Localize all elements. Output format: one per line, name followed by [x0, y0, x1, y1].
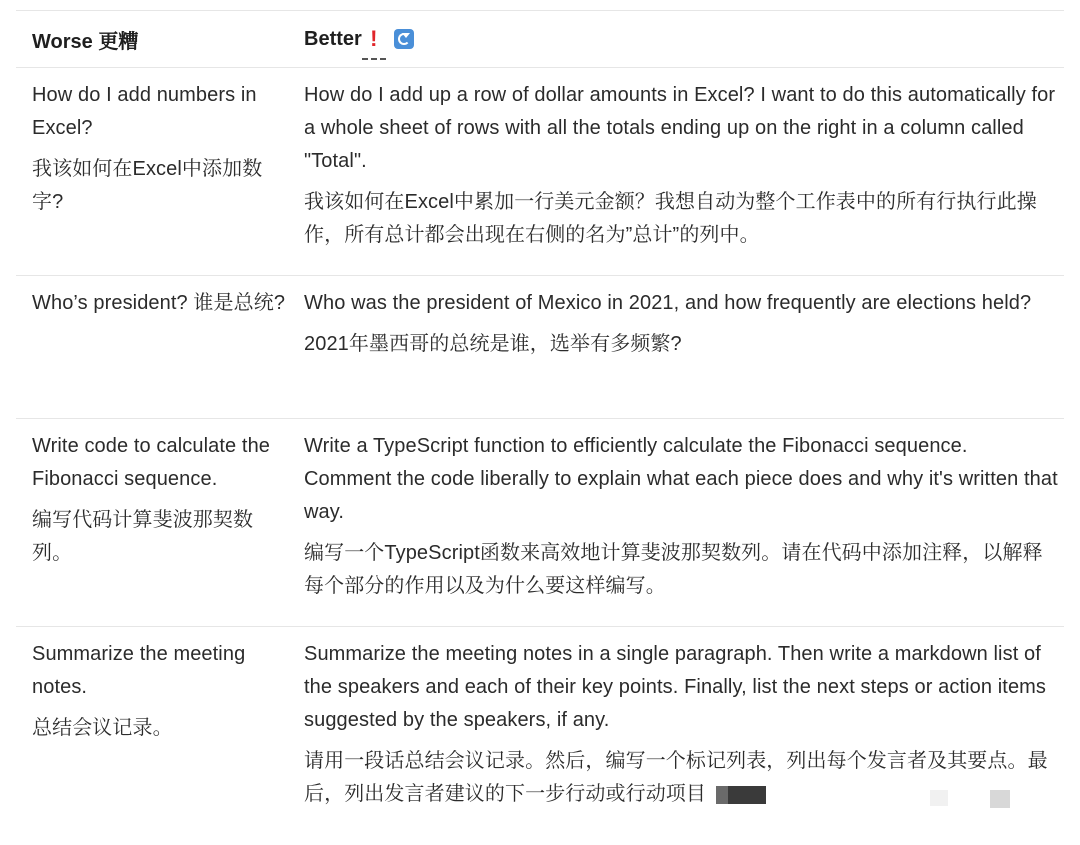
worse-prompt-en: Who’s president? 谁是总统? [32, 292, 286, 314]
prompt-comparison-table [16, 0, 1064, 845]
worse-prompt-en: Summarize the meeting notes. [32, 643, 246, 698]
table-row [16, 419, 1064, 627]
better-prompt-zh-text: 请用一段话总结会议记录。然后，编写一个标记列表，列出每个发言者及其要点。最后，列出发言者建议的下一步行动或行动项目 [304, 750, 1048, 805]
worse-prompt-en: How do I add numbers in Excel? [32, 84, 257, 139]
table-row [16, 627, 1064, 845]
worse-cell [16, 638, 287, 845]
better-prompt-zh: 2021年墨西哥的总统是谁，选举有多频繁? [304, 333, 682, 355]
refresh-icon [394, 29, 414, 49]
better-cell [287, 638, 1064, 845]
worse-prompt-zh: 我该如何在Excel中添加数字? [32, 158, 263, 213]
better-prompt-en: Who was the president of Mexico in 2021, and how frequently are elections held? [304, 292, 1032, 314]
better-prompt-zh: 我该如何在Excel中累加一行美元金额？我想自动为整个工作表中的所有行执行此操作，所有总计都会出现在右侧的名为”总计”的列中。 [304, 191, 1037, 246]
better-prompt-en: Write a TypeScript function to efficiently calculate the Fibonacci sequence. Comment the code liberally to explain what each piece does and why it's written that way. [304, 435, 1058, 523]
better-prompt-en: Summarize the meeting notes in a single paragraph. Then write a markdown list of the speakers and each of their key points. Finally, list the next steps or action items suggested by the speakers, if any. [304, 643, 1047, 731]
better-prompt-zh: 编写一个TypeScript函数来高效地计算斐波那契数列。请在代码中添加注释，以解释每个部分的作用以及为什么要这样编写。 [304, 542, 1043, 597]
redaction-block [716, 786, 766, 804]
better-cell [287, 79, 1064, 275]
worse-cell [16, 430, 287, 626]
worse-prompt-zh: 编写代码计算斐波那契数列。 [32, 509, 254, 564]
top-divider [16, 0, 1064, 11]
table-header-row [16, 11, 1064, 68]
better-cell [287, 287, 1064, 418]
worse-prompt-en: Write code to calculate the Fibonacci sequence. [32, 435, 271, 490]
redaction-smudge [990, 790, 1010, 808]
worse-cell [16, 79, 287, 275]
column-header-better-label: Better [304, 27, 362, 50]
better-prompt-en: How do I add up a row of dollar amounts in Excel? I want to do this automatically for a whole sheet of rows with all the totals ending up on the right in a column called "Total". [304, 84, 1056, 172]
column-header-better [287, 26, 1064, 52]
redaction-smudge [930, 790, 948, 806]
worse-cell [16, 287, 287, 418]
table-row [16, 276, 1064, 419]
better-cell [287, 430, 1064, 626]
column-header-worse: Worse 更糟 [32, 30, 139, 53]
worse-prompt-zh: 总结会议记录。 [32, 717, 173, 739]
table-row [16, 68, 1064, 276]
exclamation-icon: ! [368, 26, 380, 52]
